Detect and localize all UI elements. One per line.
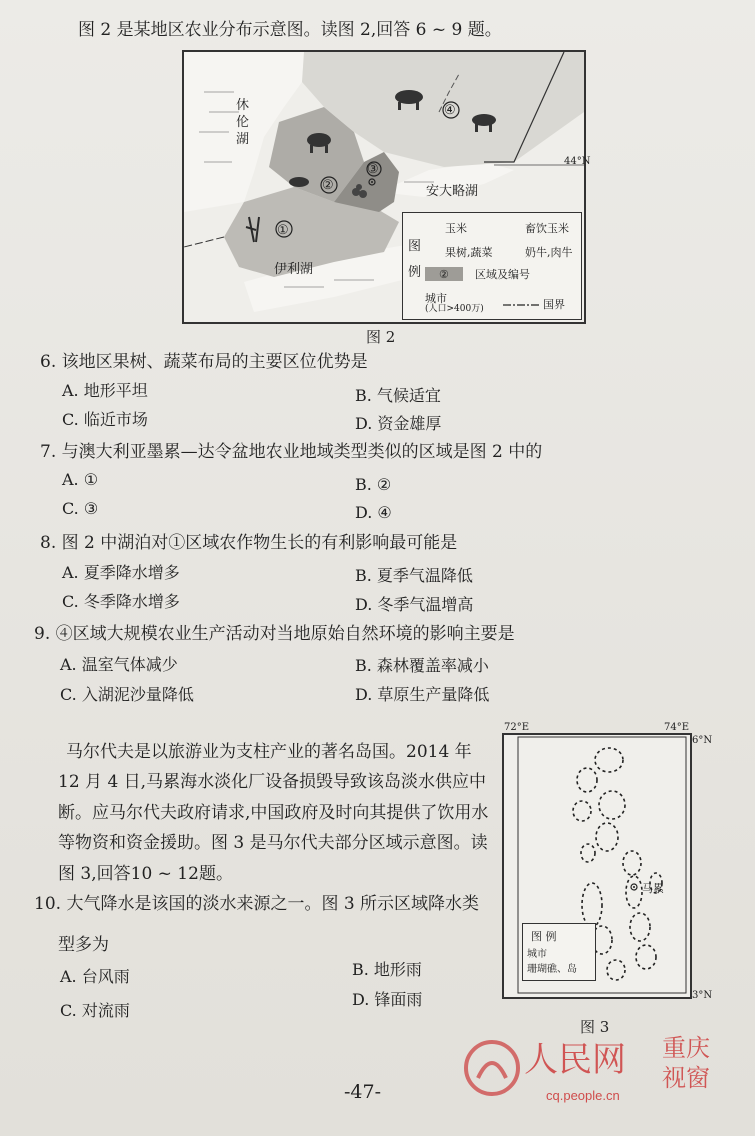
q9-option-b: B. 森林覆盖率减小 (355, 656, 489, 675)
legend-title-1: 图 (408, 239, 422, 254)
region-2-label: ② (322, 178, 334, 193)
watermark-region2: 视窗 (662, 1064, 710, 1092)
fig3-legend-city: 城市 (527, 949, 547, 960)
legend-corn: 玉米 (445, 222, 467, 235)
fig3-lat-bottom: 3°N (692, 990, 713, 1001)
watermark-name: 人民网 (524, 1040, 626, 1080)
q10-option-d: D. 锋面雨 (352, 990, 423, 1009)
region-3-label: ③ (367, 162, 379, 177)
lake-ontario-label: 安大略湖 (426, 184, 479, 199)
latitude-label: 44°N (564, 156, 591, 167)
legend-region-label: 区域及编号 (475, 268, 530, 281)
figure3-caption: 图 3 (580, 1018, 610, 1036)
passage-line-3: 断。应马尔代夫政府请求,中国政府及时向其提供了饮用水 (58, 803, 489, 823)
q6-option-b: B. 气候适宜 (355, 386, 441, 405)
figure2-map (182, 50, 591, 324)
page-number: -47- (344, 1081, 382, 1103)
people-logo-icon (462, 1038, 522, 1098)
legend-border: 国界 (543, 298, 565, 311)
q10-option-c: C. 对流雨 (60, 1001, 130, 1020)
q6-option-c: C. 临近市场 (62, 410, 148, 429)
legend-livestock-corn: 畜饮玉米 (525, 222, 569, 235)
q7-option-c: C. ③ (62, 499, 99, 518)
figure3-legend (522, 923, 596, 981)
q10-stem-1: 10. 大气降水是该国的淡水来源之一。图 3 所示区域降水类 (34, 894, 480, 914)
q9-option-d: D. 草原生产量降低 (355, 685, 490, 704)
q7-stem: 7. 与澳大利亚墨累—达令盆地农业地域类型类似的区域是图 2 中的 (40, 442, 543, 462)
passage-line-1: 马尔代夫是以旅游业为支柱产业的著名岛国。2014 年 (66, 742, 472, 762)
q10-option-a: A. 台风雨 (60, 967, 130, 986)
people-watermark (462, 1026, 737, 1116)
q7-option-a: A. ① (62, 470, 99, 489)
q9-stem: 9. ④区域大规模农业生产活动对当地原始自然环境的影响主要是 (34, 624, 515, 644)
passage-line-5: 图 3,回答10 ~ 12题。 (58, 864, 233, 884)
passage-line-4: 等物资和资金援助。图 3 是马尔代夫部分区域示意图。读 (58, 833, 488, 853)
q9-option-a: A. 温室气体减少 (60, 655, 178, 674)
lake-huron-label: 休伦湖 (236, 98, 250, 147)
q6-option-d: D. 资金雄厚 (355, 414, 442, 433)
q6-stem: 6. 该地区果树、蔬菜布局的主要区位优势是 (40, 352, 368, 372)
q8-option-c: C. 冬季降水增多 (62, 592, 180, 611)
q7-option-b: B. ② (355, 475, 392, 494)
legend-title-2: 例 (408, 265, 422, 280)
q8-option-a: A. 夏季降水增多 (62, 563, 180, 582)
lake-erie-label: 伊利湖 (274, 262, 314, 277)
region-1-label: ① (277, 223, 289, 238)
legend-city: 城市 (425, 292, 447, 305)
q8-option-b: B. 夏季气温降低 (355, 566, 473, 585)
fig3-lon-left: 72°E (504, 722, 530, 733)
figure2-legend (402, 212, 582, 320)
legend-border-line (503, 301, 541, 309)
figure3-map (502, 733, 692, 999)
fig3-city-label: 马累 (642, 882, 664, 895)
legend-dairy-beef: 奶牛,肉牛 (525, 246, 573, 259)
q8-stem: 8. 图 2 中湖泊对①区域农作物生长的有利影响最可能是 (40, 533, 458, 553)
q6-option-a: A. 地形平坦 (62, 381, 148, 400)
q10-option-b: B. 地形雨 (352, 960, 422, 979)
q9-option-c: C. 入湖泥沙量降低 (60, 685, 194, 704)
intro-text: 图 2 是某地区农业分布示意图。读图 2,回答 6 ~ 9 题。 (78, 20, 502, 40)
watermark-region: 重庆 (662, 1034, 710, 1062)
region-4-label: ④ (444, 103, 456, 118)
passage-line-2: 12 月 4 日,马累海水淡化厂设备损毁导致该岛淡水供应中 (58, 772, 487, 792)
legend-region-symbol: ② (439, 268, 449, 281)
watermark-url: cq.people.cn (546, 1088, 620, 1103)
fig3-lon-right: 74°E (664, 722, 690, 733)
q7-option-d: D. ④ (355, 503, 392, 522)
figure2-caption: 图 2 (366, 328, 396, 346)
fig3-legend-atoll: 珊瑚礁、岛 (527, 964, 577, 975)
fig3-legend-title: 图 例 (531, 930, 557, 943)
legend-fruit-veg: 果树,蔬菜 (445, 246, 493, 259)
q10-stem-2: 型多为 (58, 935, 109, 955)
q8-option-d: D. 冬季气温增高 (355, 595, 474, 614)
legend-city-note: (人口>400万) (425, 304, 484, 314)
fig3-lat-top: 6°N (692, 735, 713, 746)
